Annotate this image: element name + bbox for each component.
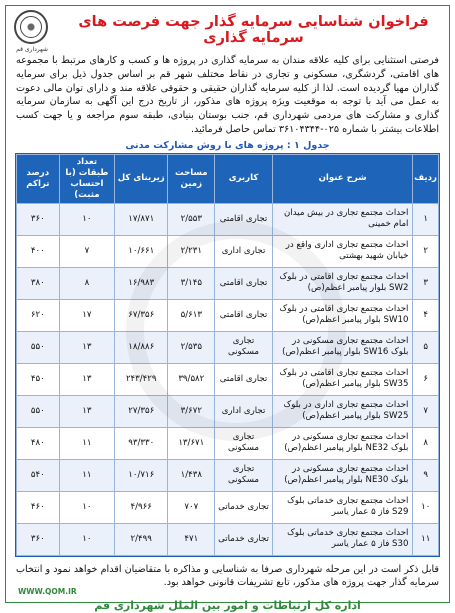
cell-total-built: ۲/۴۹۹: [115, 523, 168, 555]
table-row: [17, 331, 439, 363]
cell-usage: تجاری اقامتی: [215, 203, 273, 235]
table-row: [17, 427, 439, 459]
cell-title: احداث مجتمع تجاری اقامتی در بلوک SW10 بلوار پیامبر اعظم(ص): [272, 299, 413, 331]
cell-floors: ۱۳: [59, 363, 114, 395]
cell-land-area: ۴۷۱: [168, 523, 215, 555]
cell-row: ۱۱: [413, 523, 439, 555]
col-header-usage: کاربری: [215, 154, 273, 203]
cell-land-area: ۲/۵۵۳: [168, 203, 215, 235]
cell-land-area: ۳۹/۵۸۲: [168, 363, 215, 395]
cell-usage: تجاری اقامتی: [215, 363, 273, 395]
cell-share: ۵۴۰: [17, 459, 60, 491]
col-header-row: ردیف: [413, 154, 439, 203]
cell-title: احداث مجتمع تجاری مسکونی در بلوک NE32 بلوار پیامبر اعظم(ص): [272, 427, 413, 459]
cell-share: ۵۵۰: [17, 331, 60, 363]
cell-total-built: ۱۸/۸۸۶: [115, 331, 168, 363]
cell-share: ۵۵۰: [17, 395, 60, 427]
cell-share: ۳۸۰: [17, 267, 60, 299]
cell-title: احداث مجتمع تجاری مسکونی در بلوک SW16 بلوار پیامبر اعظم(ص): [272, 331, 413, 363]
header: [6, 6, 449, 53]
table-row: [17, 523, 439, 555]
cell-share: ۳۶۰: [17, 523, 60, 555]
cell-floors: ۱۷: [59, 299, 114, 331]
cell-usage: تجاری اقامتی: [215, 267, 273, 299]
cell-total-built: ۱۶/۹۸۳: [115, 267, 168, 299]
col-header-share: درصد تراکم: [17, 154, 60, 203]
cell-floors: ۱۳: [59, 395, 114, 427]
cell-total-built: ۱۷/۸۷۱: [115, 203, 168, 235]
cell-floors: ۱۱: [59, 427, 114, 459]
cell-share: ۳۶۰: [17, 203, 60, 235]
cell-row: ۴: [413, 299, 439, 331]
cell-total-built: ۱۰/۷۱۶: [115, 459, 168, 491]
cell-usage: تجاری مسکونی: [215, 459, 273, 491]
cell-land-area: ۱۳/۶۷۱: [168, 427, 215, 459]
cell-land-area: ۱/۴۳۸: [168, 459, 215, 491]
table-row: [17, 459, 439, 491]
cell-row: ۱: [413, 203, 439, 235]
cell-share: ۴۵۰: [17, 363, 60, 395]
projects-table: [15, 153, 440, 557]
cell-title: احداث مجتمع تجاری در بیش میدان امام خمینی: [272, 203, 413, 235]
table-row: [17, 203, 439, 235]
cell-usage: تجاری اقامتی: [215, 299, 273, 331]
cell-usage: تجاری مسکونی: [215, 331, 273, 363]
website-url: WWW.QOM.IR: [18, 587, 77, 596]
cell-usage: تجاری اداری: [215, 235, 273, 267]
cell-total-built: ۹۳/۳۳۰: [115, 427, 168, 459]
cell-share: ۴۶۰: [17, 491, 60, 523]
table-row: [17, 235, 439, 267]
cell-row: ۳: [413, 267, 439, 299]
cell-title: احداث مجتمع تجاری اقامتی در بلوک SW2 بلوار پیامبر اعظم(ص): [272, 267, 413, 299]
cell-row: ۹: [413, 459, 439, 491]
cell-title: احداث مجتمع تجاری اداری در بلوک SW25 بلوار پیامبر اعظم(ص): [272, 395, 413, 427]
cell-title: احداث مجتمع تجاری اداری واقع در خیابان شهید بهشتی: [272, 235, 413, 267]
cell-usage: تجاری خدماتی: [215, 491, 273, 523]
cell-floors: ۱۰: [59, 523, 114, 555]
cell-share: ۴۸۰: [17, 427, 60, 459]
table-row: [17, 267, 439, 299]
signature: اداره کل ارتباطات و امور بین الملل شهرداری قم: [94, 598, 361, 612]
intro-paragraph: فرصتی استثنایی برای کلیه علاقه مندان به سرمایه گذاری در پروژه ها و کسب و کارهای مرتبط با مجموعه های اقامتی، گردشگری، مسکونی و تجاری در نقاط مختلف شهر قم بر اساس جدول ذیل برای سرمایه گذاران مهیا گردیده است. لذا از کلیه سرمایه گذاران حقیقی و حقوقی علاقه مند و دارای توان مالی دعوت به عمل می آید با توجه به موقعیت ویژه پروژه های مذکور، از تاریخ درج این آگهی به سازمان سرمایه گذاری و مشارکت های مردمی شهرداری قم، جنب بوستان بنیادی، طبقه سوم مراجعه و یا جهت کسب اطلاعات بیشتر با شماره ۰۲۵-۳۶۱۰۴۳۴۴ تماس حاصل فرمائید.: [16, 55, 439, 135]
cell-total-built: ۲۴۳/۴۲۹: [115, 363, 168, 395]
cell-title: احداث مجتمع تجاری اقامتی در بلوک SW35 بلوار پیامبر اعظم(ص): [272, 363, 413, 395]
cell-row: ۵: [413, 331, 439, 363]
table-row: [17, 363, 439, 395]
col-header-title: شرح عنوان: [272, 154, 413, 203]
table-row: [17, 395, 439, 427]
cell-title: احداث مجتمع تجاری خدماتی بلوک S29 فاز ۵ عمار یاسر: [272, 491, 413, 523]
cell-row: ۱۰: [413, 491, 439, 523]
cell-floors: ۱۰: [59, 203, 114, 235]
footer-paragraph: قابل ذکر است در این مرحله شهرداری صرفا به شناسایی و مذاکره با متقاضیان اقدام خواهد نمود و انتخاب سرمایه گذار جهت پروژه های مذکور، تابع تشریفات قانونی خواهد بود.: [16, 563, 439, 589]
cell-floors: ۷: [59, 235, 114, 267]
cell-land-area: ۲/۲۳۱: [168, 235, 215, 267]
municipality-emblem-icon: [14, 10, 48, 44]
cell-floors: ۸: [59, 267, 114, 299]
cell-row: ۷: [413, 395, 439, 427]
cell-title: احداث مجتمع تجاری مسکونی در بلوک NE30 بلوار پیامبر اعظم(ص): [272, 459, 413, 491]
logo-text: شهرداری قم: [16, 46, 48, 53]
col-header-land-area: مساحت زمین: [168, 154, 215, 203]
table-row: [17, 299, 439, 331]
col-header-total-built: زیربنای کل: [115, 154, 168, 203]
cell-row: ۶: [413, 363, 439, 395]
cell-land-area: ۳/۱۴۵: [168, 267, 215, 299]
cell-total-built: ۶۷/۳۵۶: [115, 299, 168, 331]
cell-usage: تجاری خدماتی: [215, 523, 273, 555]
cell-share: ۴۰۰: [17, 235, 60, 267]
cell-usage: تجاری اداری: [215, 395, 273, 427]
cell-land-area: ۳/۶۷۲: [168, 395, 215, 427]
col-header-floors: تعداد طبقات (با احتساب مثبت): [59, 154, 114, 203]
table-row: [17, 491, 439, 523]
advertisement-page: [5, 5, 450, 612]
cell-title: احداث مجتمع تجاری خدماتی بلوک S30 فاز ۵ عمار یاسر: [272, 523, 413, 555]
cell-land-area: ۲/۵۳۵: [168, 331, 215, 363]
cell-floors: ۱۳: [59, 331, 114, 363]
cell-usage: تجاری مسکونی: [215, 427, 273, 459]
page-title: فراخوان شناسایی سرمایه گذار جهت فرصت های سرمایه گذاری: [78, 14, 429, 46]
table-title: جدول ۱ : پروژه های با روش مشارکت مدنی: [125, 139, 330, 151]
cell-row: ۲: [413, 235, 439, 267]
cell-floors: ۱۰: [59, 491, 114, 523]
cell-land-area: ۷۰۷: [168, 491, 215, 523]
cell-row: ۸: [413, 427, 439, 459]
cell-total-built: ۲۷/۳۵۶: [115, 395, 168, 427]
cell-total-built: ۱۰/۶۶۱: [115, 235, 168, 267]
cell-floors: ۱۱: [59, 459, 114, 491]
table-header-row: [17, 154, 439, 203]
cell-land-area: ۵/۶۱۳: [168, 299, 215, 331]
cell-total-built: ۴/۹۶۶: [115, 491, 168, 523]
cell-share: ۶۲۰: [17, 299, 60, 331]
